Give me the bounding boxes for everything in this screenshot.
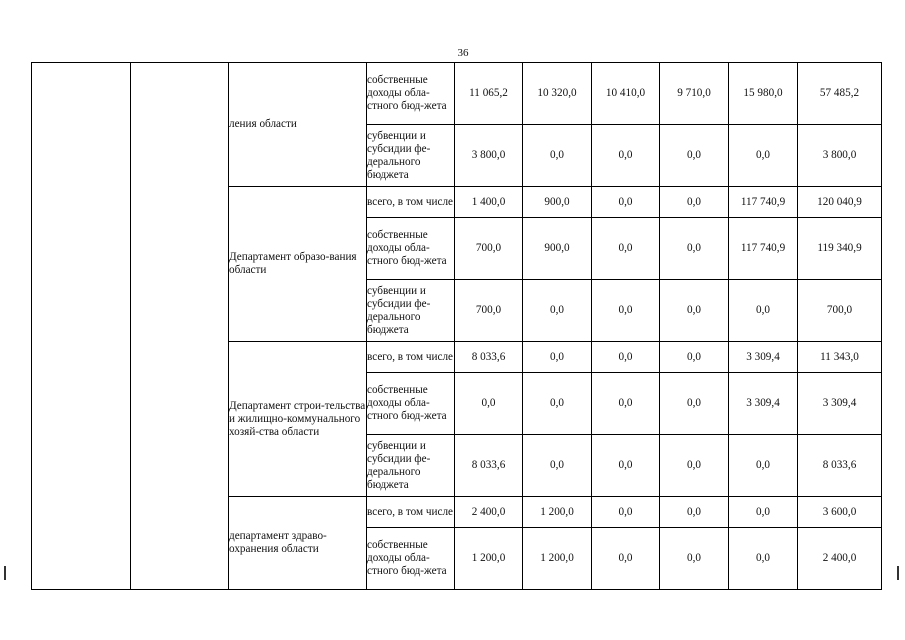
value-cell: 0,0 [592,435,660,497]
value-cell: 0,0 [592,125,660,187]
total-value-cell: 700,0 [798,280,882,342]
value-cell: 0,0 [660,435,729,497]
value-cell: 8 033,6 [455,342,523,373]
total-value-cell: 119 340,9 [798,218,882,280]
value-cell: 1 200,0 [523,528,592,590]
value-cell: 15 980,0 [729,63,798,125]
value-cell: 0,0 [523,342,592,373]
department-cell: департамент здраво-охранения области [229,497,367,590]
total-value-cell: 57 485,2 [798,63,882,125]
funding-source-cell: собственные доходы обла-стного бюд-жета [367,528,455,590]
value-cell: 0,0 [660,497,729,528]
value-cell: 0,0 [455,373,523,435]
value-cell: 117 740,9 [729,187,798,218]
value-cell: 0,0 [592,497,660,528]
funding-source-cell: собственные доходы обла-стного бюд-жета [367,63,455,125]
value-cell: 0,0 [729,528,798,590]
department-cell: Департамент строи-тельства и жилищно-коммунального хозяй-ства области [229,342,367,497]
value-cell: 0,0 [592,373,660,435]
value-cell: 0,0 [660,187,729,218]
table-row [32,63,882,125]
total-value-cell: 8 033,6 [798,435,882,497]
value-cell: 3 309,4 [729,342,798,373]
value-cell: 700,0 [455,218,523,280]
value-cell: 0,0 [660,373,729,435]
department-cell: ления области [229,63,367,187]
empty-column-2 [131,63,229,590]
total-value-cell: 2 400,0 [798,528,882,590]
value-cell: 2 400,0 [455,497,523,528]
value-cell: 3 309,4 [729,373,798,435]
funding-source-cell: субвенции и субсидии фе-дерального бюджета [367,435,455,497]
scan-edge-mark-right [897,566,899,580]
value-cell: 0,0 [660,342,729,373]
page-number: 36 [457,47,469,59]
value-cell: 0,0 [660,280,729,342]
funding-source-cell: всего, в том числе [367,342,455,373]
value-cell: 0,0 [592,187,660,218]
value-cell: 0,0 [660,528,729,590]
value-cell: 11 065,2 [455,63,523,125]
value-cell: 9 710,0 [660,63,729,125]
value-cell: 0,0 [660,218,729,280]
value-cell: 0,0 [592,342,660,373]
funding-source-cell: всего, в том числе [367,187,455,218]
value-cell: 0,0 [592,218,660,280]
value-cell: 8 033,6 [455,435,523,497]
value-cell: 0,0 [660,125,729,187]
value-cell: 1 400,0 [455,187,523,218]
total-value-cell: 11 343,0 [798,342,882,373]
value-cell: 0,0 [592,280,660,342]
funding-source-cell: всего, в том числе [367,497,455,528]
total-value-cell: 3 309,4 [798,373,882,435]
funding-source-cell: собственные доходы обла-стного бюд-жета [367,218,455,280]
value-cell: 700,0 [455,280,523,342]
value-cell: 0,0 [729,125,798,187]
value-cell: 0,0 [523,280,592,342]
value-cell: 0,0 [523,125,592,187]
value-cell: 0,0 [523,373,592,435]
value-cell: 900,0 [523,187,592,218]
value-cell: 0,0 [592,528,660,590]
value-cell: 10 320,0 [523,63,592,125]
value-cell: 0,0 [729,435,798,497]
value-cell: 0,0 [729,497,798,528]
total-value-cell: 120 040,9 [798,187,882,218]
total-value-cell: 3 600,0 [798,497,882,528]
value-cell: 900,0 [523,218,592,280]
funding-source-cell: собственные доходы обла-стного бюд-жета [367,373,455,435]
budget-table [31,62,882,590]
value-cell: 0,0 [729,280,798,342]
value-cell: 3 800,0 [455,125,523,187]
value-cell: 1 200,0 [523,497,592,528]
total-value-cell: 3 800,0 [798,125,882,187]
value-cell: 117 740,9 [729,218,798,280]
value-cell: 0,0 [523,435,592,497]
funding-source-cell: субвенции и субсидии фе-дерального бюджета [367,280,455,342]
funding-source-cell: субвенции и субсидии фе-дерального бюджета [367,125,455,187]
value-cell: 10 410,0 [592,63,660,125]
empty-column-1 [32,63,131,590]
scan-edge-mark-left [4,566,6,580]
table-body [32,63,882,590]
value-cell: 1 200,0 [455,528,523,590]
department-cell: Департамент образо-вания области [229,187,367,342]
